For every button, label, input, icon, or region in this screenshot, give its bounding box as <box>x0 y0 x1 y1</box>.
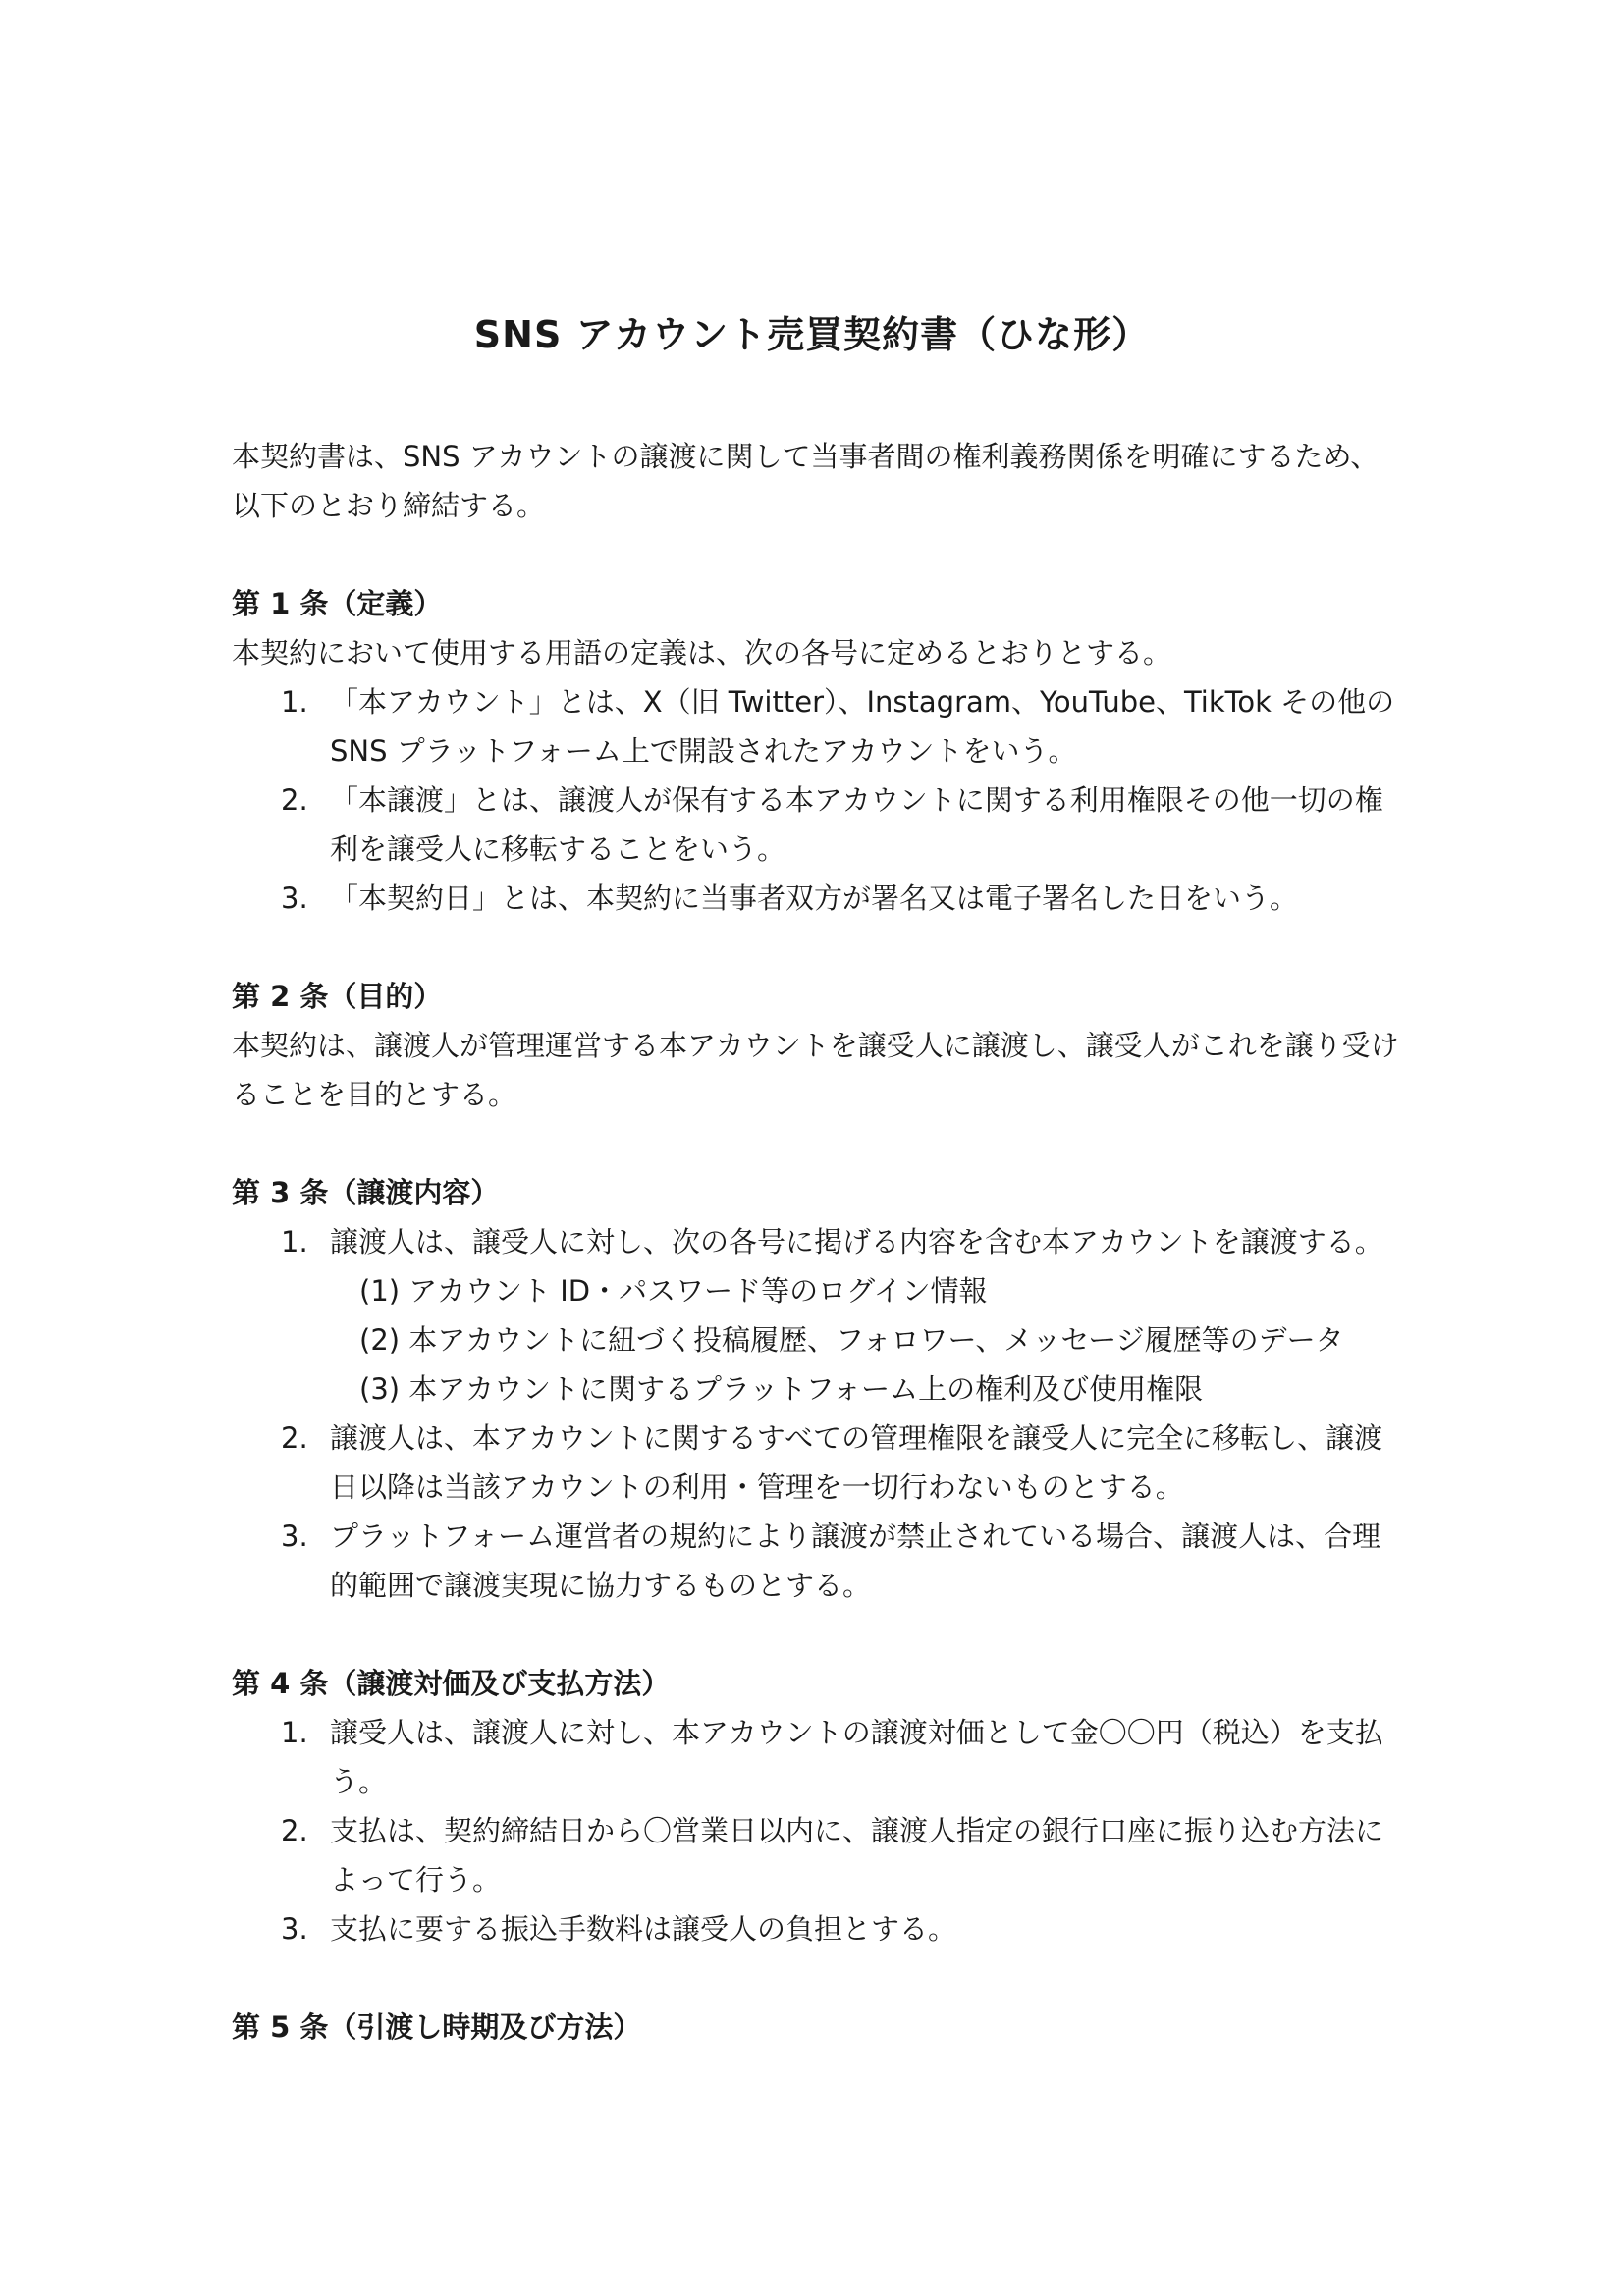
item-number: 1. <box>281 1225 308 1258</box>
list-item <box>232 775 1400 874</box>
article-items <box>232 1217 1400 1610</box>
document-title: SNS アカウント売買契約書（ひな形） <box>473 313 1151 356</box>
item-number: 1. <box>281 1716 308 1749</box>
article-heading: 第 2 条（目的） <box>232 980 443 1013</box>
article-items <box>232 677 1400 923</box>
item-text: 譲渡人は、本アカウントに関するすべての管理権限を譲受人に完全に移転し、譲渡日以降は当該アカウントの利用・管理を一切行わないものとする。 <box>330 1421 1383 1504</box>
list-item <box>232 677 1400 775</box>
article-heading: 第 5 条（引渡し時期及び方法） <box>232 2010 642 2044</box>
item-number: 3. <box>281 1520 308 1553</box>
item-number: 2. <box>281 783 308 817</box>
list-item <box>232 1414 1400 1512</box>
item-text: 支払に要する振込手数料は譲受人の負担とする。 <box>330 1912 957 1946</box>
item-text: プラットフォーム運営者の規約により譲渡が禁止されている場合、譲渡人は、合理的範囲で譲渡実現に協力するものとする。 <box>330 1520 1381 1602</box>
item-number: 2. <box>281 1814 308 1847</box>
list-item <box>232 1806 1400 1904</box>
article-1 <box>232 579 1400 923</box>
list-item <box>232 1217 1400 1414</box>
sub-item: (1) アカウント ID・パスワード等のログイン情報 <box>359 1274 988 1308</box>
article-lead: 本契約において使用する用語の定義は、次の各号に定めるとおりとする。 <box>232 636 1172 669</box>
intro-paragraph: 本契約書は、SNS アカウントの譲渡に関して当事者間の権利義務関係を明確にするため、以下のとおり締結する。 <box>232 440 1380 522</box>
article-body: 本契約は、譲渡人が管理運営する本アカウントを譲受人に譲渡し、譲受人がこれを譲り受けることを目的とする。 <box>232 1029 1399 1111</box>
article-5 <box>232 2002 1400 2052</box>
article-4 <box>232 1659 1400 1953</box>
item-number: 3. <box>281 881 308 915</box>
item-text: 「本譲渡」とは、譲渡人が保有する本アカウントに関する利用権限その他一切の権利を譲受人に移転することをいう。 <box>330 783 1383 866</box>
list-item <box>232 1512 1400 1610</box>
list-item <box>232 874 1400 923</box>
article-heading: 第 4 条（譲渡対価及び支払方法） <box>232 1667 671 1700</box>
item-number: 3. <box>281 1912 308 1946</box>
article-items <box>232 1708 1400 1953</box>
article-3 <box>232 1168 1400 1610</box>
sub-item: (2) 本アカウントに紐づく投稿履歴、フォロワー、メッセージ履歴等のデータ <box>359 1323 1344 1357</box>
item-text: 譲受人は、譲渡人に対し、本アカウントの譲渡対価として金〇〇円（税込）を支払う。 <box>330 1716 1383 1798</box>
article-2 <box>232 972 1400 1119</box>
item-number: 1. <box>281 685 308 719</box>
article-heading: 第 3 条（譲渡内容） <box>232 1176 500 1209</box>
sub-list <box>330 1266 1400 1414</box>
item-text: 「本アカウント」とは、X（旧 Twitter）、Instagram、YouTube、TikTok その他の SNS プラットフォーム上で開設されたアカウントをいう。 <box>330 685 1395 768</box>
sub-item: (3) 本アカウントに関するプラットフォーム上の権利及び使用権限 <box>359 1372 1204 1406</box>
item-text: 支払は、契約締結日から〇営業日以内に、譲渡人指定の銀行口座に振り込む方法によって行う。 <box>330 1814 1384 1896</box>
list-item <box>232 1708 1400 1806</box>
article-heading: 第 1 条（定義） <box>232 587 443 620</box>
item-number: 2. <box>281 1421 308 1455</box>
document-body <box>232 432 1400 2052</box>
item-text: 「本契約日」とは、本契約に当事者双方が署名又は電子署名した日をいう。 <box>330 881 1299 915</box>
item-text: 譲渡人は、譲受人に対し、次の各号に掲げる内容を含む本アカウントを譲渡する。 <box>330 1225 1383 1258</box>
list-item <box>232 1904 1400 1953</box>
